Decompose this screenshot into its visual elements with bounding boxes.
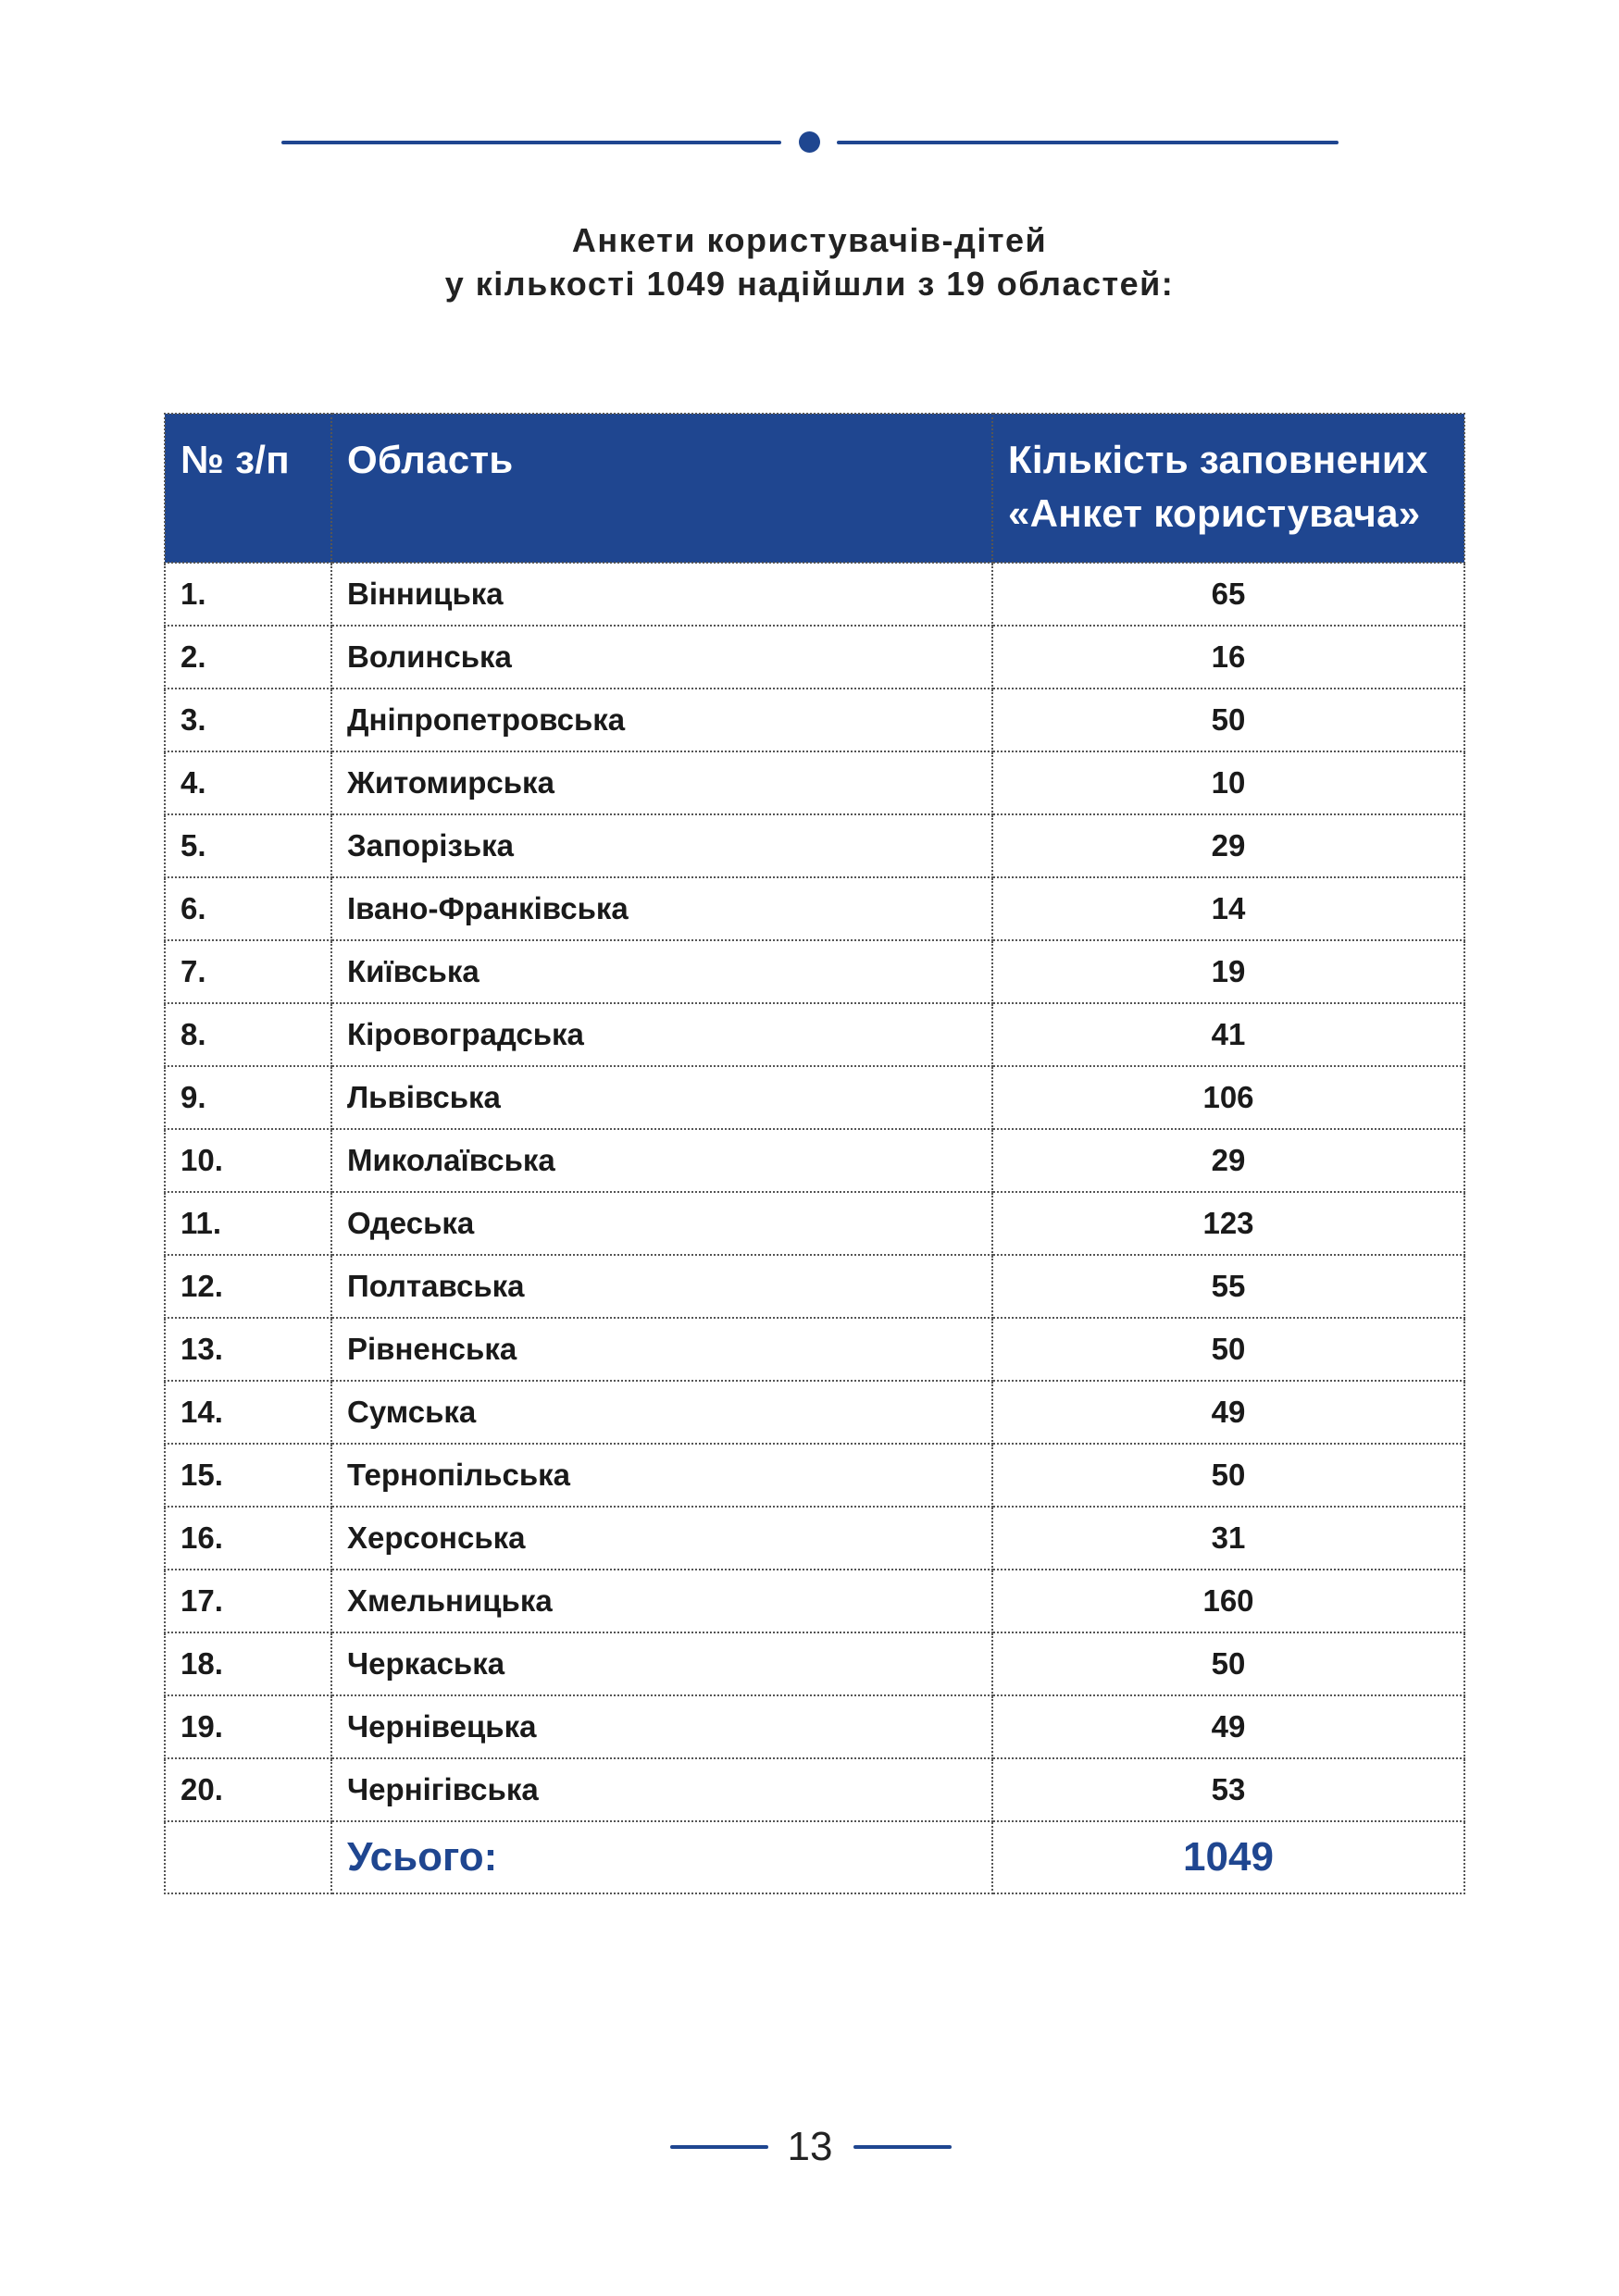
row-region: Вінницька (331, 563, 992, 626)
row-count: 50 (992, 1632, 1464, 1695)
row-count: 29 (992, 1129, 1464, 1192)
row-count: 160 (992, 1570, 1464, 1632)
table-row (165, 1255, 1464, 1318)
row-region: Кіровоградська (331, 1003, 992, 1066)
row-number: 19. (165, 1695, 331, 1758)
total-row (165, 1821, 1464, 1893)
row-region: Київська (331, 940, 992, 1003)
header-count-line-1: Кількість заповнених (1008, 438, 1428, 481)
header-number: № з/п (165, 414, 331, 563)
ornament-line-left (281, 141, 781, 144)
row-region: Черкаська (331, 1632, 992, 1695)
row-region: Чернівецька (331, 1695, 992, 1758)
row-number: 18. (165, 1632, 331, 1695)
row-region: Волинська (331, 626, 992, 689)
table-row (165, 1129, 1464, 1192)
row-count: 19 (992, 940, 1464, 1003)
row-number: 4. (165, 751, 331, 814)
table-row (165, 1758, 1464, 1821)
table-row (165, 626, 1464, 689)
row-region: Запорізька (331, 814, 992, 877)
header-region: Область (331, 414, 992, 563)
row-count: 123 (992, 1192, 1464, 1255)
row-number: 7. (165, 940, 331, 1003)
row-count: 53 (992, 1758, 1464, 1821)
table-row (165, 814, 1464, 877)
row-count: 31 (992, 1507, 1464, 1570)
total-label: Усього: (331, 1821, 992, 1893)
row-number: 20. (165, 1758, 331, 1821)
row-region: Полтавська (331, 1255, 992, 1318)
row-region: Миколаївська (331, 1129, 992, 1192)
row-region: Житомирська (331, 751, 992, 814)
row-number: 8. (165, 1003, 331, 1066)
row-region: Одеська (331, 1192, 992, 1255)
table-row (165, 1381, 1464, 1444)
row-count: 16 (992, 626, 1464, 689)
row-count: 50 (992, 1318, 1464, 1381)
row-region: Рівненська (331, 1318, 992, 1381)
row-region: Тернопільська (331, 1444, 992, 1507)
ornament-dot (799, 131, 820, 153)
table-row (165, 940, 1464, 1003)
document-title (0, 218, 1619, 305)
ornament-line-right (837, 141, 1339, 144)
row-region: Івано-Франківська (331, 877, 992, 940)
row-number: 2. (165, 626, 331, 689)
header-ornament (281, 131, 1339, 154)
table-row (165, 1444, 1464, 1507)
row-count: 29 (992, 814, 1464, 877)
table-row (165, 1318, 1464, 1381)
page-number: 13 (787, 2124, 833, 2169)
title-line-2: у кількості 1049 надійшли з 19 областей: (444, 265, 1175, 303)
row-number: 17. (165, 1570, 331, 1632)
header-count-line-2: «Анкет користувача» (1008, 491, 1421, 535)
table-row (165, 1192, 1464, 1255)
row-region: Херсонська (331, 1507, 992, 1570)
footer-line-left (670, 2145, 768, 2149)
table-row (165, 1632, 1464, 1695)
table-header-row (165, 414, 1464, 563)
row-number: 14. (165, 1381, 331, 1444)
total-empty-cell (165, 1821, 331, 1893)
row-number: 1. (165, 563, 331, 626)
row-region: Дніпропетровська (331, 689, 992, 751)
row-number: 3. (165, 689, 331, 751)
row-region: Чернігівська (331, 1758, 992, 1821)
page-footer (666, 2119, 953, 2175)
row-count: 49 (992, 1381, 1464, 1444)
row-region: Сумська (331, 1381, 992, 1444)
title-line-1: Анкети користувачів-дітей (571, 221, 1048, 259)
row-count: 14 (992, 877, 1464, 940)
table-row (165, 1003, 1464, 1066)
table-row (165, 563, 1464, 626)
row-number: 16. (165, 1507, 331, 1570)
table-row (165, 1695, 1464, 1758)
row-count: 10 (992, 751, 1464, 814)
row-count: 50 (992, 689, 1464, 751)
row-number: 13. (165, 1318, 331, 1381)
table-row (165, 1066, 1464, 1129)
row-count: 41 (992, 1003, 1464, 1066)
row-number: 15. (165, 1444, 331, 1507)
row-number: 12. (165, 1255, 331, 1318)
row-number: 6. (165, 877, 331, 940)
row-region: Хмельницька (331, 1570, 992, 1632)
row-count: 49 (992, 1695, 1464, 1758)
table-row (165, 1507, 1464, 1570)
footer-line-right (853, 2145, 952, 2149)
row-number: 5. (165, 814, 331, 877)
row-region: Львівська (331, 1066, 992, 1129)
row-count: 50 (992, 1444, 1464, 1507)
row-count: 65 (992, 563, 1464, 626)
table-row (165, 689, 1464, 751)
row-number: 11. (165, 1192, 331, 1255)
table-row (165, 751, 1464, 814)
total-value: 1049 (992, 1821, 1464, 1893)
row-count: 55 (992, 1255, 1464, 1318)
table-row (165, 877, 1464, 940)
table-row (165, 1570, 1464, 1632)
row-count: 106 (992, 1066, 1464, 1129)
row-number: 10. (165, 1129, 331, 1192)
header-count (992, 414, 1464, 563)
row-number: 9. (165, 1066, 331, 1129)
regions-table (164, 413, 1465, 1894)
